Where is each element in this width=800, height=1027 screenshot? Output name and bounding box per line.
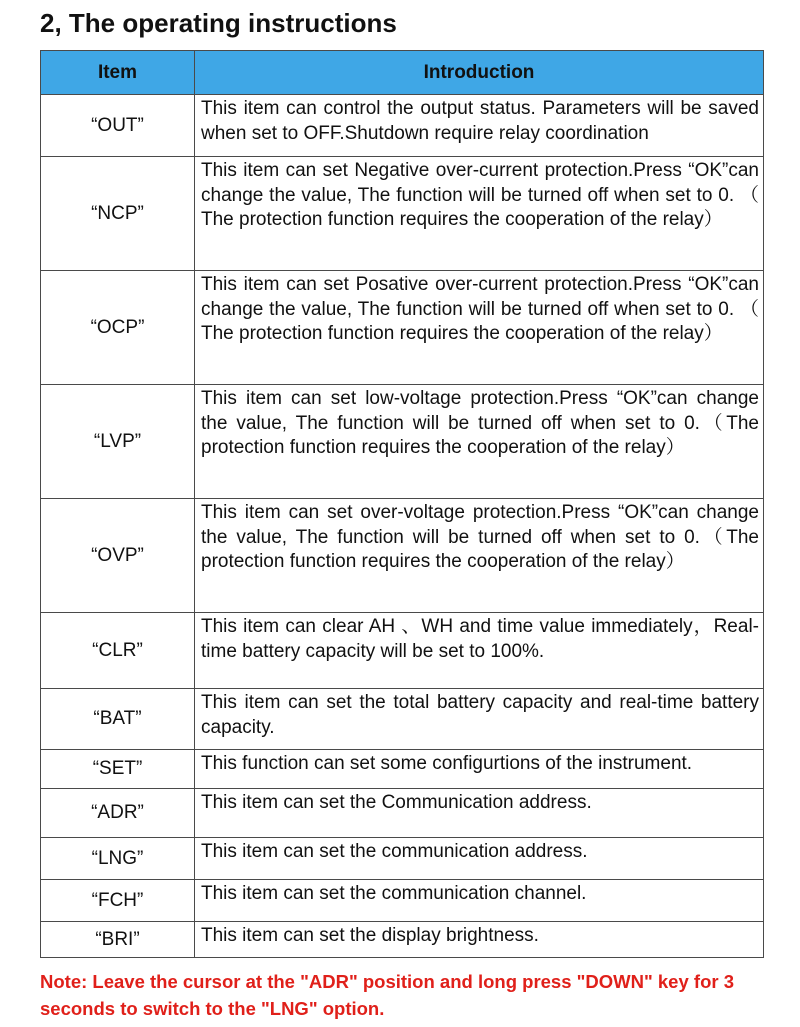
table-row xyxy=(41,750,764,789)
item-cell: “FCH” xyxy=(41,880,195,922)
introduction-cell: This item can set low-voltage protection.Press “OK”can change the value, The function will be turned off when set to 0.（The protection function requires the cooperation of the relay） xyxy=(195,385,764,499)
table-row xyxy=(41,689,764,750)
introduction-cell: This item can set Posative over-current protection.Press “OK”can change the value, The function will be turned off when set to 0. （ The protection function requires the cooperation of the relay） xyxy=(195,271,764,385)
item-cell: “LVP” xyxy=(41,385,195,499)
column-header-item: Item xyxy=(41,51,195,95)
page-title: 2, The operating instructions xyxy=(40,8,397,38)
table-row xyxy=(41,880,764,922)
item-cell: “NCP” xyxy=(41,157,195,271)
table-header-row xyxy=(41,51,764,95)
introduction-cell: This item can control the output status. Parameters will be saved when set to OFF.Shutdown require relay coordination xyxy=(195,95,764,157)
item-cell: “OUT” xyxy=(41,95,195,157)
table-row xyxy=(41,789,764,838)
introduction-cell: This item can set the communication channel. xyxy=(195,880,764,922)
introduction-cell: This item can set over-voltage protection.Press “OK”can change the value, The function will be turned off when set to 0.（The protection function requires the cooperation of the relay） xyxy=(195,499,764,613)
item-cell: “BAT” xyxy=(41,689,195,750)
introduction-cell: This item can set the communication address. xyxy=(195,838,764,880)
item-cell: “OVP” xyxy=(41,499,195,613)
table-row xyxy=(41,838,764,880)
introduction-cell: This item can clear AH 、WH and time value immediately，Real-time battery capacity will be set to 100%. xyxy=(195,613,764,689)
item-cell: “CLR” xyxy=(41,613,195,689)
table-row xyxy=(41,157,764,271)
column-header-introduction: Introduction xyxy=(195,51,764,95)
introduction-cell: This item can set Negative over-current protection.Press “OK”can change the value, The function will be turned off when set to 0. （ The protection function requires the cooperation of the relay） xyxy=(195,157,764,271)
introduction-cell: This item can set the Communication address. xyxy=(195,789,764,838)
item-cell: “ADR” xyxy=(41,789,195,838)
item-cell: “OCP” xyxy=(41,271,195,385)
item-cell: “LNG” xyxy=(41,838,195,880)
table-row xyxy=(41,613,764,689)
item-cell: “SET” xyxy=(41,750,195,789)
note-text: Note: Leave the cursor at the "ADR" position and long press "DOWN" key for 3 seconds to switch to the "LNG" option. xyxy=(40,971,734,1019)
introduction-cell: This item can set the display brightness. xyxy=(195,922,764,958)
item-cell: “BRI” xyxy=(41,922,195,958)
table-row xyxy=(41,922,764,958)
table-row xyxy=(41,499,764,613)
introduction-cell: This function can set some configurtions of the instrument. xyxy=(195,750,764,789)
introduction-cell: This item can set the total battery capacity and real-time battery capacity. xyxy=(195,689,764,750)
table-row xyxy=(41,385,764,499)
table-row xyxy=(41,95,764,157)
table-row xyxy=(41,271,764,385)
operating-instructions-table xyxy=(40,50,764,958)
